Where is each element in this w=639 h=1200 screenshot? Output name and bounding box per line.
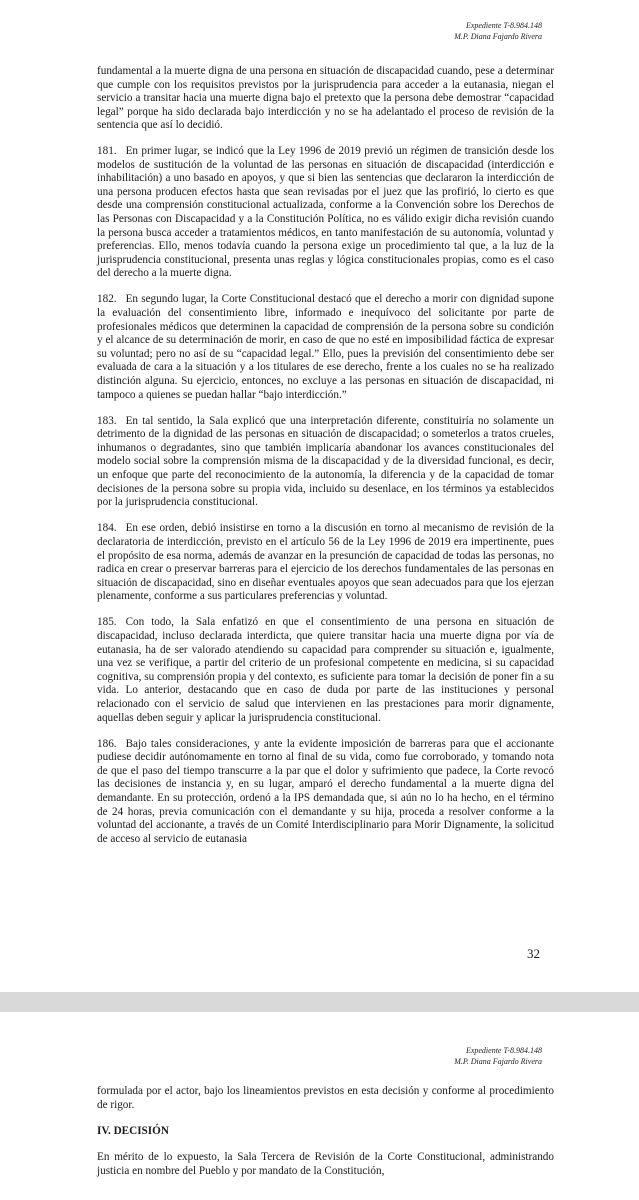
page-body — [97, 65, 554, 859]
paragraph-number: 181. — [97, 144, 117, 157]
paragraph-text: En primer lugar, se indicó que la Ley 1996 de 2019 previó un régimen de transición desde los modelos de sustitución de la voluntad de las personas en situación de discapacidad (interdicción e inhabilitación) a uno basado en apoyos, y que si bien las sentencias que declararon la interdicción de una persona producen efectos hasta que sean revisadas por el juez que las profirió, lo cierto es que desde una comprensión constitucional actualizada, conforme a la Convención sobre los Derechos de las Personas con Discapacidad y a la Constitución Política, no es válido exigir dicha revisión cuando la persona busca acceder a tratamientos médicos, en tanto manifestación de su autonomía, voluntad y preferencias. Ello, menos todavía cuando la persona exige un procedimiento tal que, a la luz de la jurisprudencia constitucional, presenta unas reglas y lógica constitucionales propias, como es el caso del derecho a la muerte digna. — [97, 144, 554, 280]
paragraph-183 — [97, 415, 554, 510]
magistrada-label: M.P. Diana Fajardo Rivera — [454, 1056, 542, 1066]
closing-paragraph: En mérito de lo expuesto, la Sala Tercera de Revisión de la Corte Constitucional, administrando justicia en nombre del Pueblo y por mandato de la Constitución, — [97, 1151, 554, 1177]
paragraph-number: 182. — [97, 293, 117, 306]
paragraph-182 — [97, 293, 554, 402]
paragraph-number: 185. — [97, 616, 117, 629]
expediente-label: Expediente T-8.984.148 — [465, 21, 542, 30]
paragraph-184 — [97, 522, 554, 604]
paragraph-number: 186. — [97, 737, 117, 750]
section-title: IV. DECISIÓN — [97, 1124, 169, 1137]
paragraph-186 — [97, 738, 554, 847]
page-header — [454, 1046, 542, 1067]
page-header — [454, 21, 542, 42]
paragraph-number: 184. — [97, 522, 117, 535]
paragraph-text: En tal sentido, la Sala explicó que una interpretación diferente, constituiría no solamente un detrimento de la dignidad de las personas en situación de discapacidad; o someterlos a tratos crueles, inhumanos o degradantes, sino que también implicaría abandonar los avances constitucionales del modelo social sobre la comprensión misma de la discapacidad y de la diversidad funcional, es decir, un enfoque que parte del reconocimiento de la autonomía, la diferencia y de la capacidad de tomar decisiones de la persona sobre su propia vida, incluido su desenlace, en los términos ya establecidos por la jurisprudencia constitucional. — [97, 414, 554, 509]
paragraph-text: Bajo tales consideraciones, y ante la evidente imposición de barreras para que el accionante pudiese decidir autónomamente en torno al final de su vida, como fue corroborado, y tomando nota de que el paso del tiempo transcurre a la par que el dolor y sufrimiento que padece, la Corte revocó las decisiones de instancia y, en su lugar, amparó el derecho fundamental a la muerte digna del demandante. En su protección, ordenó a la IPS demandada que, si aún no lo ha hecho, en el término de 24 horas, previa comunicación con el demandante y su hija, proceda a resolver conforme a la voluntad del accionante, a través de un Comité Interdisciplinario para Morir Dignamente, la solicitud de acceso al servicio de eutanasia — [97, 737, 554, 845]
page-body — [97, 1085, 554, 1191]
continuation-paragraph: formulada por el actor, bajo los lineamientos previstos en esta decisión y conforme al procedimiento de rigor. — [97, 1085, 554, 1111]
paragraph-text: En segundo lugar, la Corte Constitucional destacó que el derecho a morir con dignidad supone la evaluación del consentimiento libre, informado e inequívoco del solicitante por parte de profesionales médicos que determinen la capacidad de comprensión de la persona sobre su condición y el alcance de su determinación de morir, en caso de que no esté en imposibilidad fáctica de expresar su voluntad; pero no así de su “capacidad legal.” Ello, pues la previsión del consentimiento debe ser evaluada de cara a la situación y a los titulares de ese derecho, frente a los cuales no se ha realizado distinción alguna. Su ejercicio, entonces, no excluye a las personas en situación de discapacidad, ni tampoco a quienes se puedan hallar “bajo interdicción.” — [97, 293, 554, 401]
paragraph-text: En ese orden, debió insistirse en torno a la discusión en torno al mecanismo de revisión de la declaratoria de interdicción, previsto en el artículo 56 de la Ley 1996 de 2019 era impertinente, pues el propósito de esa norma, además de avanzar en la presunción de capacidad de todas las personas, no radica en crear o preservar barreras para el ejercicio de los derechos fundamentales de las personas en situación de discapacidad, sino en diseñar eventuales apoyos que sean adecuados para que los ejerzan plenamente, conforme a sus particulares preferencias y voluntad. — [97, 522, 554, 603]
expediente-label: Expediente T-8.984.148 — [465, 1046, 542, 1055]
paragraph-number: 183. — [97, 414, 117, 427]
lead-paragraph: fundamental a la muerte digna de una persona en situación de discapacidad cuando, pese a determinar que cumple con los requisitos previstos por la jurisprudencia para acceder a la eutanasia, niegan el servicio a transitar hacia una muerte digna bajo el pretexto que la persona debe demostrar “capacidad legal” porque ha sido declarada bajo interdicción y no se ha adelantado el proceso de revisión de la sentencia que así lo decidió. — [97, 65, 554, 132]
document-page-33 — [0, 1012, 639, 1200]
page-number: 32 — [527, 946, 540, 961]
paragraph-185 — [97, 616, 554, 725]
magistrada-label: M.P. Diana Fajardo Rivera — [454, 31, 542, 41]
paragraph-text: Con todo, la Sala enfatizó en que el consentimiento de una persona en situación de discapacidad, incluso declarada interdicta, que quiere transitar hacia una muerte digna por vía de eutanasia, ha de ser valorado atendiendo su capacidad para comprender su situación e, igualmente, una vez se verifique, a partir del criterio de un profesional competente en medicina, si su capacidad cognitiva, su comprensión propia y del contexto, es suficiente para tomar la decisión de poner fin a su vida. Lo anterior, destacando que en caso de duda por parte de las instituciones y personal relacionado con el servicio de salud que intervienen en las prestaciones para morir dignamente, aquellas deben seguir y aplicar la jurisprudencia constitucional. — [97, 616, 554, 724]
paragraph-181 — [97, 145, 554, 281]
